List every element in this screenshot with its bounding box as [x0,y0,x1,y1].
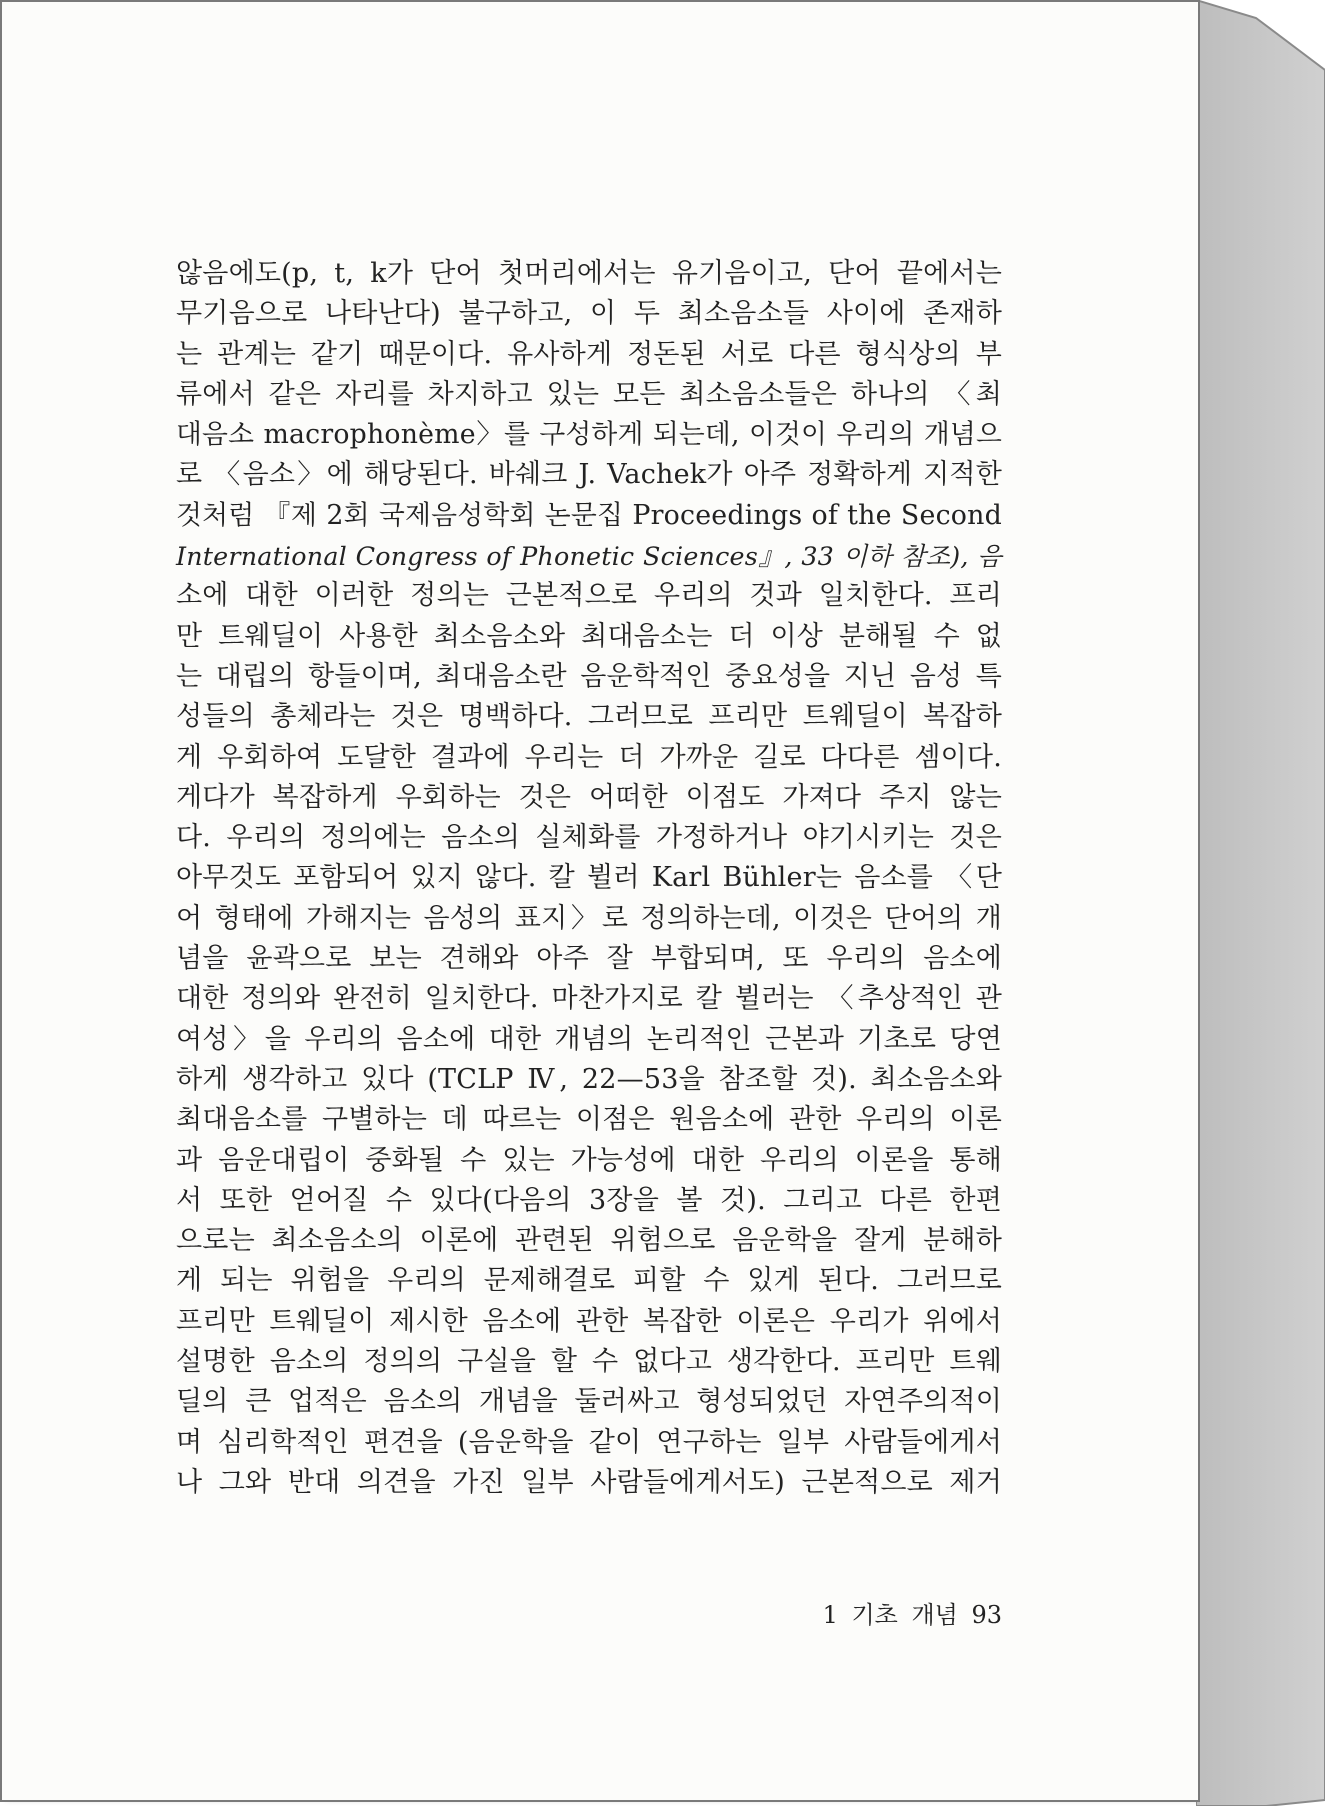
text-line: 과 음운대립이 중화될 수 있는 가능성에 대한 우리의 이론을 통해 [176,1144,1002,1176]
text-line: 다. 우리의 정의에는 음소의 실체화를 가정하거나 야기시키는 것은 [176,822,1002,854]
text-line: 며 심리학적인 편견을 (음운학을 같이 연구하는 일부 사람들에게서 [176,1426,1002,1458]
text-line: 성들의 총체라는 것은 명백하다. 그러므로 프리만 트웨딜이 복잡하 [176,701,1002,733]
text-line: 소에 대한 이러한 정의는 근본적으로 우리의 것과 일치한다. 프리 [176,580,1002,612]
text-line: 대음소 macrophonème〉를 구성하게 되는데, 이것이 우리의 개념으 [176,419,1002,451]
text-line: 게다가 복잡하게 우회하는 것은 어떠한 이점도 가져다 주지 않는 [176,781,1002,813]
text-line: 어 형태에 가해지는 음성의 표지〉로 정의하는데, 이것은 단어의 개 [176,902,1002,934]
text-line: 대한 정의와 완전히 일치한다. 마찬가지로 칼 뷜러는 〈추상적인 관 [176,983,1002,1015]
text-line: 념을 윤곽으로 보는 견해와 아주 잘 부합되며, 또 우리의 음소에 [176,943,1002,975]
text-line: 것처럼 『제 2회 국제음성학회 논문집 Proceedings of the Second [176,499,1002,531]
text-line: 아무것도 포함되어 있지 않다. 칼 뷜러 Karl Bühler는 음소를 〈단 [176,862,1002,894]
text-line: 로 〈음소〉에 해당된다. 바쉐크 J. Vachek가 아주 정확하게 지적한 [176,459,1002,491]
text-line: International Congress of Phonetic Sciences』, 33 이하 참조), 음 [176,541,1002,572]
text-line: 최대음소를 구별하는 데 따르는 이점은 원음소에 관한 우리의 이론 [176,1104,1002,1136]
text-line: 않음에도(p, t, k가 단어 첫머리에서는 유기음이고, 단어 끝에서는 [176,258,1002,289]
text-line: 딜의 큰 업적은 음소의 개념을 둘러싸고 형성되었던 자연주의적이 [176,1386,1002,1418]
text-line: 류에서 같은 자리를 차지하고 있는 모든 최소음소들은 하나의 〈최 [176,378,1002,410]
text-line: 무기음으로 나타난다) 불구하고, 이 두 최소음소들 사이에 존재하 [176,298,1002,330]
text-line: 프리만 트웨딜이 제시한 음소에 관한 복잡한 이론은 우리가 위에서 [176,1305,1002,1337]
text-line: 으로는 최소음소의 이론에 관련된 위험으로 음운학을 잘게 분해하 [176,1225,1002,1257]
text-line: 게 되는 위험을 우리의 문제해결로 피할 수 있게 된다. 그러므로 [176,1265,1002,1297]
text-line: 설명한 음소의 정의의 구실을 할 수 없다고 생각한다. 프리만 트웨 [176,1346,1002,1378]
book-side-edge [1196,0,1325,1806]
text-line: 만 트웨딜이 사용한 최소음소와 최대음소는 더 이상 분해될 수 없 [176,620,1002,652]
text-line: 는 대립의 항들이며, 최대음소란 음운학적인 중요성을 지닌 음성 특 [176,660,1002,692]
text-line: 여성〉을 우리의 음소에 대한 개념의 논리적인 근본과 기초로 당연 [176,1023,1002,1055]
text-line: 는 관계는 같기 때문이다. 유사하게 정돈된 서로 다른 형식상의 부 [176,338,1002,370]
text-line: 서 또한 얻어질 수 있다(다음의 3장을 볼 것). 그리고 다른 한편 [176,1184,1002,1216]
text-line: 나 그와 반대 의견을 가진 일부 사람들에게서도) 근본적으로 제거 [176,1466,1002,1498]
body-text [176,254,1002,1503]
text-line: 게 우회하여 도달한 결과에 우리는 더 가까운 길로 다다른 셈이다. [176,741,1002,773]
page-footer-folio: 1 기초 개념 93 [822,1601,1002,1629]
text-line: 하게 생각하고 있다 (TCLP Ⅳ, 22—53을 참조할 것). 최소음소와 [176,1063,1002,1095]
